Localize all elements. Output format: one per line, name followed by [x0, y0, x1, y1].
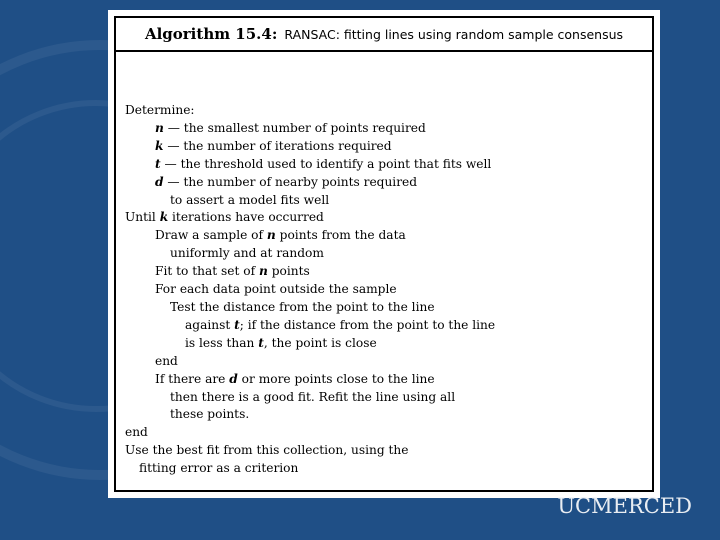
algorithm-line: For each data point outside the sample	[155, 282, 397, 297]
algorithm-slide	[108, 10, 660, 498]
algorithm-line: end	[125, 425, 148, 440]
algorithm-number: Algorithm 15.4:	[144, 25, 278, 43]
logo-text: UCMERCED	[557, 494, 692, 518]
algorithm-description: RANSAC: fitting lines using random sample consensus	[284, 26, 624, 42]
algorithm-line: Determine:	[125, 103, 195, 117]
algorithm-line: end	[155, 353, 178, 368]
algorithm-line: against t; if the distance from the point to the line	[185, 317, 496, 332]
algorithm-line: k — the number of iterations required	[155, 138, 392, 153]
algorithm-line: If there are d or more points close to the line	[155, 371, 435, 386]
algorithm-line: d — the number of nearby points required	[155, 174, 418, 189]
algorithm-line: to assert a model fits well	[170, 192, 330, 207]
algorithm-line: Use the best fit from this collection, using the	[125, 443, 409, 458]
algorithm-line: fitting error as a criterion	[139, 461, 299, 476]
algorithm-line: Draw a sample of n points from the data	[155, 228, 406, 243]
algorithm-line: is less than t, the point is close	[185, 335, 377, 350]
algorithm-line: uniformly and at random	[170, 246, 324, 261]
algorithm-line: these points.	[170, 407, 250, 422]
uc-merced-logo	[557, 494, 692, 518]
algorithm-line: t — the threshold used to identify a point that fits well	[155, 156, 492, 171]
algorithm-line: Fit to that set of n points	[155, 264, 310, 279]
algorithm-title-bar	[116, 18, 652, 52]
algorithm-line: n — the smallest number of points required	[155, 120, 426, 135]
algorithm-line: then there is a good fit. Refit the line using all	[170, 389, 456, 404]
algorithm-body	[125, 102, 646, 478]
algorithm-frame	[114, 16, 654, 492]
algorithm-line: Test the distance from the point to the line	[170, 299, 435, 314]
algorithm-line: Until k iterations have occurred	[125, 210, 324, 225]
